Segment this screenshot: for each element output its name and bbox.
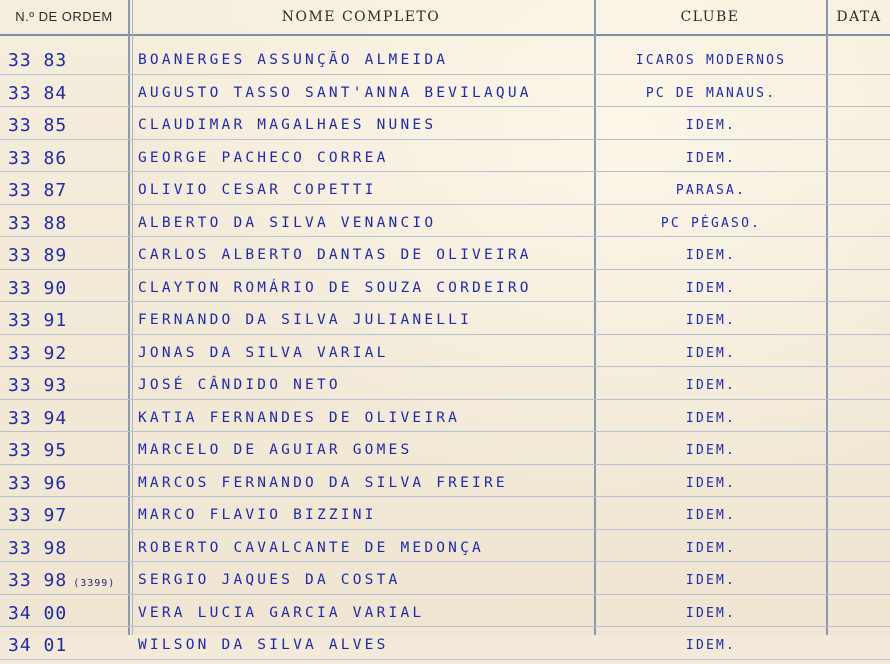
full-name-header: NOME COMPLETO: [281, 9, 441, 25]
table-row: [0, 302, 890, 335]
order-number-annotation: (3399): [73, 578, 116, 589]
date-cell: [830, 302, 890, 334]
club-name: IDEM.: [685, 508, 737, 523]
full-name: CLAYTON ROMÁRIO DE SOUZA CORDEIRO: [138, 279, 532, 296]
order-number-value: 34 00: [8, 602, 68, 624]
table-row: [0, 497, 890, 530]
date-cell: [830, 595, 890, 627]
full-name: GEORGE PACHECO CORREA: [138, 149, 389, 166]
order-number: [8, 465, 126, 497]
table-row: [0, 237, 890, 270]
full-name: MARCO FLAVIO BIZZINI: [138, 507, 377, 523]
date-cell: [830, 562, 890, 594]
date-cell: [830, 107, 890, 139]
order-number: [8, 75, 126, 107]
order-number-value: 33 98: [8, 537, 68, 559]
table-row: [0, 595, 890, 628]
date-cell: [830, 627, 890, 659]
club-name: IDEM.: [685, 345, 737, 361]
order-number-value: 33 89: [8, 245, 68, 266]
club-name: PARASA.: [675, 183, 747, 198]
order-number-value: 33 91: [8, 310, 68, 331]
club-name: IDEM.: [685, 540, 737, 556]
order-number: [8, 367, 126, 399]
full-name: OLIVIO CESAR COPETTI: [138, 182, 377, 198]
order-number-value: 33 98: [8, 570, 68, 591]
order-number-value: 33 96: [8, 472, 68, 494]
order-number: [8, 270, 126, 302]
order-number: [8, 172, 126, 204]
club-name: PC PÉGASO.: [660, 215, 762, 231]
club-name: IDEM.: [685, 150, 737, 166]
club-header: CLUBE: [680, 9, 740, 25]
full-name: ROBERTO CAVALCANTE DE MEDONÇA: [138, 539, 484, 556]
table-row: [0, 562, 890, 595]
order-number-value: 33 92: [8, 342, 68, 364]
date-cell: [830, 237, 890, 269]
order-number: [8, 497, 126, 529]
date-cell: [830, 432, 890, 464]
table-row: [0, 627, 890, 660]
full-name: SERGIO JAQUES DA COSTA: [138, 572, 401, 588]
order-number: [8, 335, 126, 367]
order-number: [8, 400, 126, 432]
order-number: [8, 205, 126, 237]
table-header: [0, 0, 890, 36]
date-cell: [830, 367, 890, 399]
date-cell: [830, 172, 890, 204]
club-name: IDEM.: [685, 475, 737, 491]
full-name: MARCOS FERNANDO DA SILVA FREIRE: [138, 474, 508, 491]
club-name: IDEM.: [685, 573, 737, 588]
order-number: [8, 530, 126, 562]
full-name: AUGUSTO TASSO SANT'ANNA BEVILAQUA: [138, 84, 532, 101]
date-cell: [830, 75, 890, 107]
table-row: [0, 530, 890, 563]
table-row: [0, 42, 890, 75]
club-name: PC DE MANAUS.: [645, 85, 777, 101]
order-number-value: 33 85: [8, 115, 68, 136]
order-number-value: 33 90: [8, 277, 68, 299]
order-number: [8, 627, 126, 659]
order-number: [8, 42, 126, 74]
table-row: [0, 335, 890, 368]
order-number-value: 33 94: [8, 407, 68, 429]
full-name: KATIA FERNANDES DE OLIVEIRA: [138, 409, 461, 426]
full-name: FERNANDO DA SILVA JULIANELLI: [138, 312, 473, 328]
table-row: [0, 140, 890, 173]
full-name: VERA LUCIA GARCIA VARIAL: [138, 604, 425, 621]
order-number: [8, 140, 126, 172]
full-name: BOANERGES ASSUNÇÃO ALMEIDA: [138, 52, 449, 68]
full-name: CARLOS ALBERTO DANTAS DE OLIVEIRA: [138, 247, 532, 263]
club-name: IDEM.: [685, 280, 737, 296]
full-name: JOSÉ CÂNDIDO NETO: [138, 377, 341, 393]
table-row: [0, 270, 890, 303]
club-name: IDEM.: [685, 410, 737, 426]
table-row: [0, 432, 890, 465]
date-header: DATA: [836, 9, 882, 25]
table-row: [0, 75, 890, 108]
order-number-value: 33 97: [8, 505, 68, 526]
date-cell: [830, 465, 890, 497]
date-cell: [830, 140, 890, 172]
register-rows: [0, 42, 890, 660]
date-cell: [830, 205, 890, 237]
club-name: IDEM.: [685, 443, 737, 458]
order-number-header: N.º DE ORDEM: [15, 9, 113, 24]
club-name: ICAROS MODERNOS: [635, 53, 787, 68]
date-cell: [830, 497, 890, 529]
table-row: [0, 465, 890, 498]
table-row: [0, 400, 890, 433]
order-number-value: 33 86: [8, 147, 68, 169]
order-number: [8, 595, 126, 627]
order-number-value: 33 93: [8, 375, 68, 396]
full-name: MARCELO DE AGUIAR GOMES: [138, 442, 413, 458]
table-row: [0, 205, 890, 238]
club-name: IDEM.: [685, 248, 737, 263]
order-number: [8, 562, 126, 594]
club-name: IDEM.: [685, 378, 737, 393]
date-cell: [830, 270, 890, 302]
order-number: [8, 107, 126, 139]
order-number-value: 33 84: [8, 82, 68, 104]
order-number: [8, 237, 126, 269]
date-cell: [830, 335, 890, 367]
order-number: [8, 302, 126, 334]
order-number-value: 33 95: [8, 440, 68, 461]
full-name: CLAUDIMAR MAGALHAES NUNES: [138, 117, 437, 133]
full-name: WILSON DA SILVA ALVES: [138, 637, 389, 653]
club-name: IDEM.: [685, 638, 737, 653]
table-row: [0, 172, 890, 205]
date-cell: [830, 530, 890, 562]
table-row: [0, 107, 890, 140]
order-number-value: 33 87: [8, 180, 68, 201]
club-name: IDEM.: [685, 605, 737, 621]
order-number: [8, 432, 126, 464]
order-number-value: 33 88: [8, 212, 68, 234]
date-cell: [830, 42, 890, 74]
full-name: ALBERTO DA SILVA VENANCIO: [138, 214, 437, 231]
club-name: IDEM.: [685, 118, 737, 133]
table-row: [0, 367, 890, 400]
order-number-value: 33 83: [8, 50, 68, 71]
date-cell: [830, 400, 890, 432]
order-number-value: 34 01: [8, 635, 68, 656]
club-name: IDEM.: [685, 313, 737, 328]
full-name: JONAS DA SILVA VARIAL: [138, 344, 389, 361]
